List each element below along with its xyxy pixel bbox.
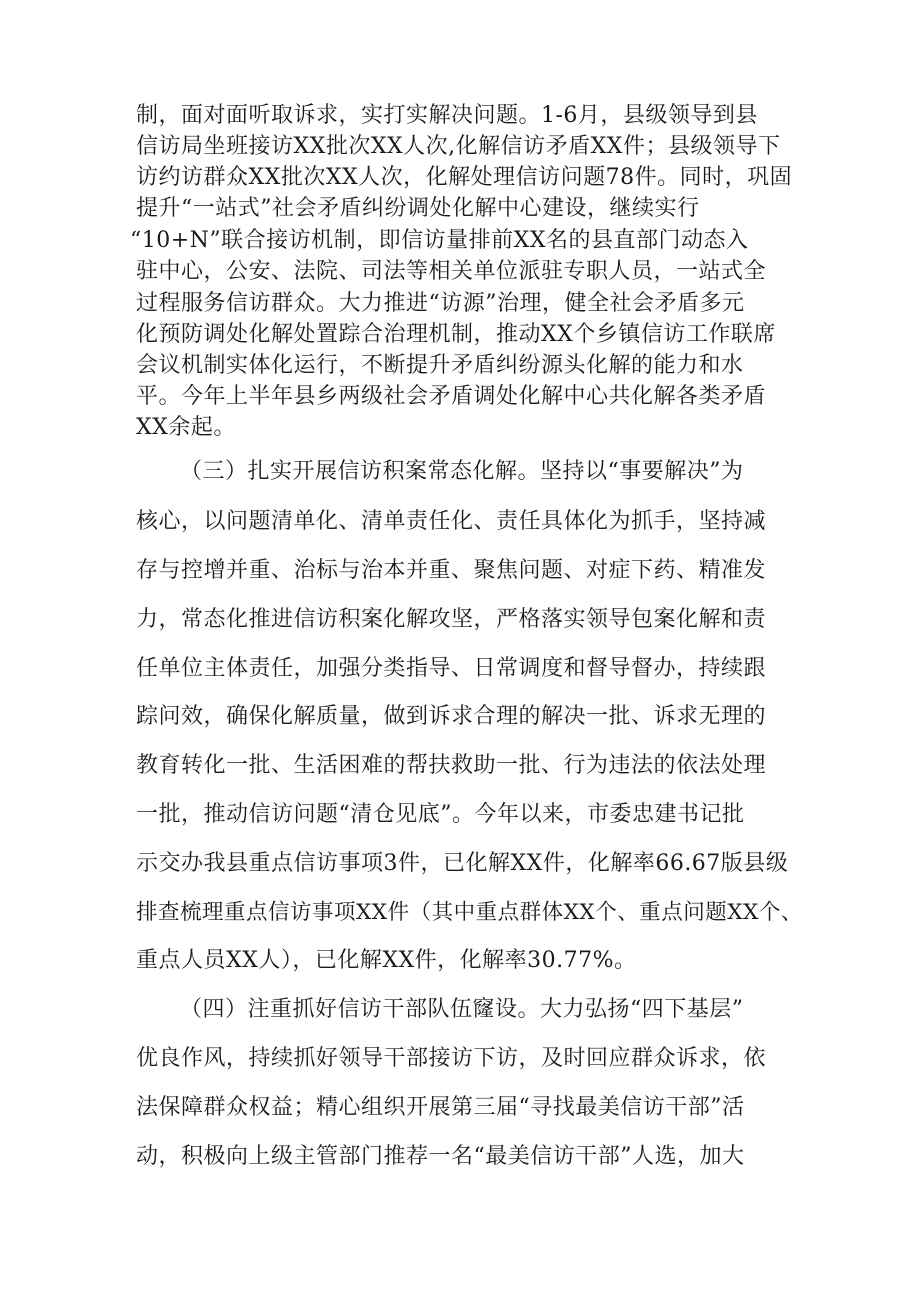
paragraph-line: 力，常态化推进信访积案化解攻坚，严格落实领导包案化解和责	[136, 607, 767, 632]
section-heading-line: （四）注重抓好信访干部队伍窿设。大力弘扬“四下基层”	[180, 997, 744, 1022]
paragraph-line: 信访局坐班接访XX批次XX人次,化解信访矛盾XX件；县级领导下	[136, 134, 781, 159]
paragraph-line: 过程服务信访群众。大力推进“访源”治理，健全社会矛盾多元	[136, 291, 745, 316]
paragraph-line: 教育转化一批、生活困难的帮扶救助一批、行为违法的依法处理	[136, 753, 767, 778]
paragraph-line: “10+N”联合接访机制，即信访量排前XX名的县直部门动态入	[130, 228, 749, 253]
paragraph-line: 提升“一站式”社会矛盾纠纷调处化解中心建设，继续实行	[136, 196, 700, 221]
paragraph-line: 访约访群众XX批次XX人次，化解处理信访问题78件。同时，巩固	[136, 165, 793, 190]
paragraph-line: 优良作风，持续抓好领导干部接访下访，及时回应群众诉求，依	[136, 1046, 767, 1071]
paragraph-line: 排查梳理重点信访事项XX件（其中重点群体XX个、重点问题XX个、	[136, 900, 803, 925]
paragraph-line: XX余起。	[136, 415, 236, 440]
paragraph-line: 重点人员XX人），已化解XX件，化解率30.77%。	[136, 948, 637, 973]
paragraph-line: 化预防调处化解处置踪合治理机制，推动XX个乡镇信访工作联席	[136, 322, 776, 347]
paragraph-line: 会议机制实体化运行，不断提升矛盾纠纷源头化解的能力和水	[136, 353, 744, 378]
paragraph-line: 驻中心，公安、法院、司法等相关单位派驻专职人员，一站式全	[136, 259, 767, 284]
paragraph-line: 一批，推动信访问题“清仓见底”。今年以来，市委忠建书记批	[136, 802, 745, 827]
paragraph-line: 平。今年上半年县乡两级社会矛盾调处化解中心共化解各类矛盾	[136, 384, 767, 409]
paragraph-line: 存与控增并重、治标与治本并重、聚焦问题、对症下药、精准发	[136, 558, 767, 583]
paragraph-line: 示交办我县重点信访事项3件，已化解XX件，化解率66.67版县级	[136, 851, 789, 876]
paragraph-line: 制，面对面听取诉求，实打实解决问题。1-6月，县级领导到县	[136, 103, 758, 128]
section-heading-line: （三）扎实开展信访积案常态化解。坚持以“事要解决”为	[180, 459, 744, 484]
paragraph-line: 动，积极向上级主管部门推荐一名“最美信访干部”人选，加大	[136, 1144, 745, 1169]
paragraph-line: 任单位主体责任，加强分类指导、日常调度和督导督办，持续跟	[136, 656, 767, 681]
paragraph-line: 核心，以问题清单化、清单责任化、责任具体化为抓手，坚持减	[136, 509, 767, 534]
paragraph-line: 法保障群众权益；精心组织开展第三届“寻找最美信访干部”活	[136, 1095, 745, 1120]
paragraph-line: 踪问效，确保化解质量，做到诉求合理的解决一批、诉求无理的	[136, 704, 767, 729]
